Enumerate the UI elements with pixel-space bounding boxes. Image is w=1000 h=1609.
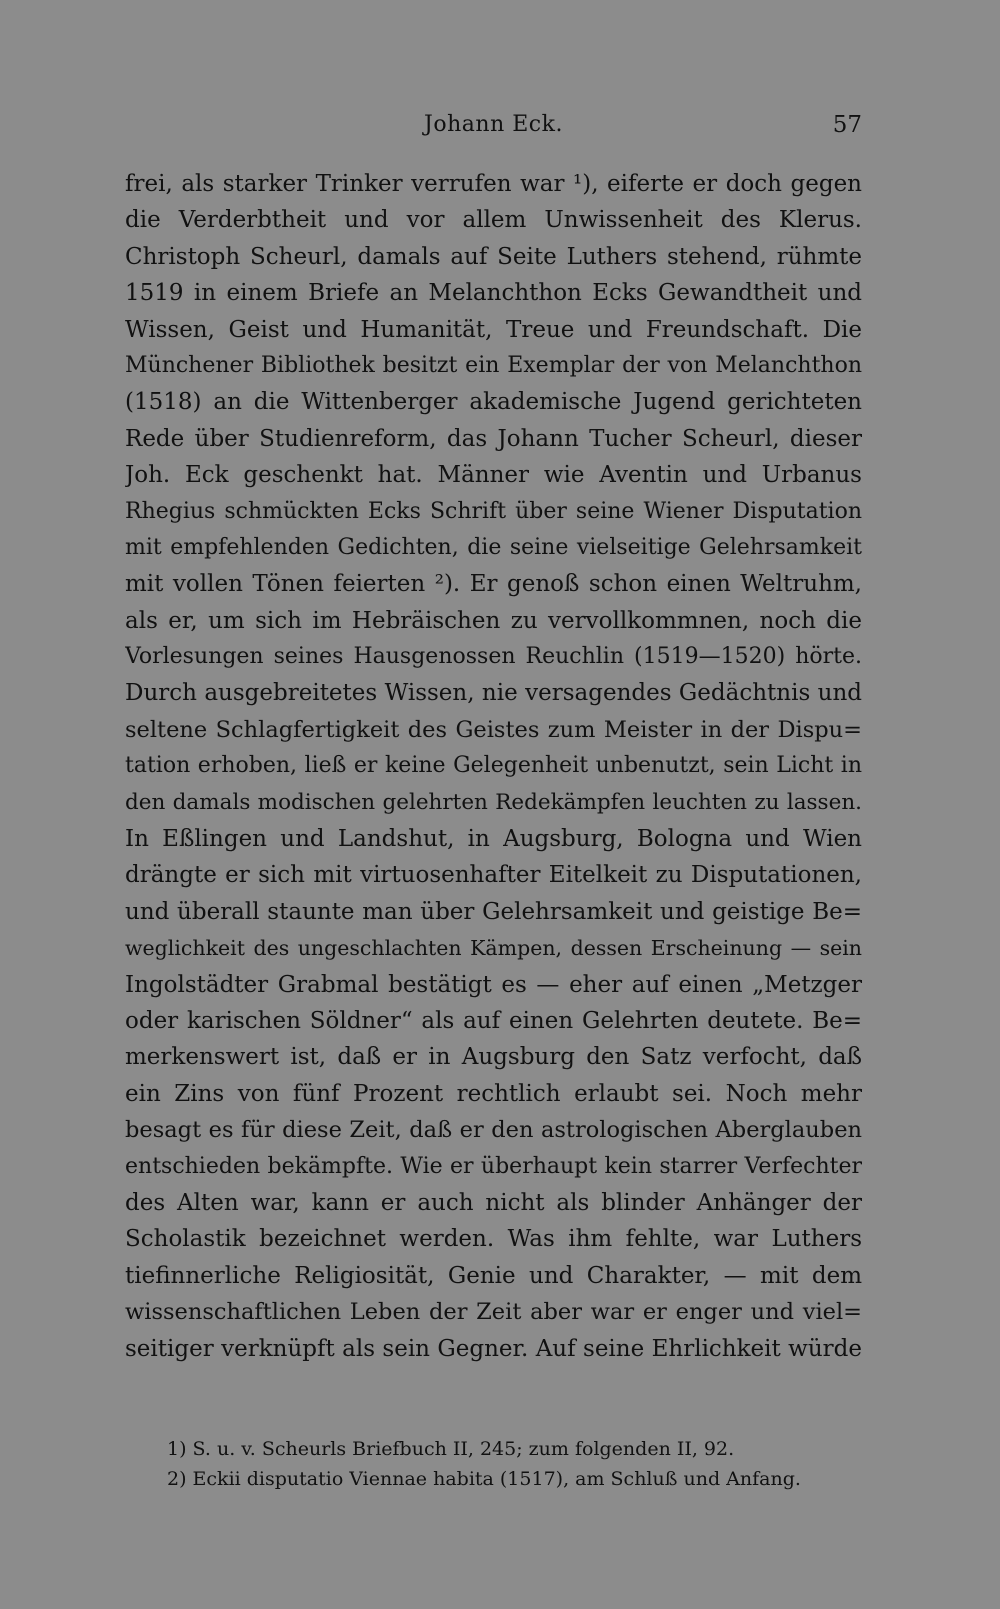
- text-line: die Verderbtheit und vor allem Unwissenheit des Klerus.: [125, 207, 862, 234]
- text-line: Christoph Scheurl, damals auf Seite Luthers stehend, rühmte: [125, 243, 862, 270]
- page-number: 57: [832, 112, 862, 138]
- text-line: seltene Schlagfertigkeit des Geistes zum Meister in der Dispu=: [125, 716, 862, 743]
- text-line: tation erhoben, ließ er keine Gelegenheit unbenutzt, sein Licht in: [125, 753, 862, 779]
- text-line: entschieden bekämpfte. Wie er überhaupt kein starrer Verfechter: [125, 1153, 862, 1179]
- text-line: wissenschaftlichen Leben der Zeit aber war er enger und viel=: [125, 1299, 862, 1326]
- text-line: frei, als starker Trinker verrufen war ¹), eiferte er doch gegen: [125, 171, 862, 197]
- body-text: [125, 166, 862, 1367]
- text-line: merkenswert ist, daß er in Augsburg den Satz verfocht, daß: [125, 1044, 862, 1071]
- text-line: Rede über Studienreform, das Johann Tucher Scheurl, dieser: [125, 425, 862, 452]
- text-line: tiefinnerliche Religiosität, Genie und Charakter, — mit dem: [125, 1262, 862, 1289]
- text-line: Durch ausgebreitetes Wissen, nie versagendes Gedächtnis und: [125, 680, 862, 707]
- text-line: In Eßlingen und Landshut, in Augsburg, Bologna und Wien: [125, 826, 862, 853]
- text-line: Joh. Eck geschenkt hat. Männer wie Aventin und Urbanus: [125, 462, 862, 489]
- text-line: Münchener Bibliothek besitzt ein Exemplar der von Melanchthon: [125, 352, 862, 378]
- text-line: Rhegius schmückten Ecks Schrift über seine Wiener Disputation: [125, 498, 862, 524]
- text-line: 1519 in einem Briefe an Melanchthon Ecks Gewandtheit und: [125, 280, 862, 307]
- text-line: und überall staunte man über Gelehrsamkeit und geistige Be=: [125, 898, 862, 925]
- text-line: mit empfehlenden Gedichten, die seine vielseitige Gelehrsamkeit: [125, 534, 862, 560]
- text-line: den damals modischen gelehrten Redekämpfen leuchten zu lassen.: [125, 789, 862, 815]
- page-header: [125, 112, 862, 142]
- text-line: des Alten war, kann er auch nicht als blinder Anhänger der: [125, 1189, 862, 1216]
- text-line: Ingolstädter Grabmal bestätigt es — eher auf einen „Metzger: [125, 971, 862, 998]
- text-line: (1518) an die Wittenberger akademische Jugend gerichteten: [125, 389, 862, 416]
- text-line: drängte er sich mit virtuosenhafter Eitelkeit zu Disputationen,: [125, 862, 862, 889]
- text-line: weglichkeit des ungeschlachten Kämpen, dessen Erscheinung — sein: [125, 936, 862, 961]
- text-line: besagt es für diese Zeit, daß er den astrologischen Aberglauben: [125, 1117, 862, 1144]
- running-title: Johann Eck.: [424, 112, 563, 137]
- footnotes: [125, 1434, 875, 1494]
- text-line: Vorlesungen seines Hausgenossen Reuchlin (1519—1520) hörte.: [125, 644, 862, 670]
- text-line: seitiger verknüpft als sein Gegner. Auf seine Ehrlichkeit würde: [125, 1335, 862, 1362]
- text-line: Wissen, Geist und Humanität, Treue und Freundschaft. Die: [125, 316, 862, 343]
- text-line: mit vollen Tönen feierten ²). Er genoß schon einen Weltruhm,: [125, 571, 862, 598]
- text-line: als er, um sich im Hebräischen zu vervollkommnen, noch die: [125, 607, 862, 634]
- footnote: 2) Eckii disputatio Viennae habita (1517), am Schluß und Anfang.: [167, 1468, 801, 1490]
- footnote: 1) S. u. v. Scheurls Briefbuch II, 245; zum folgenden II, 92.: [167, 1438, 735, 1460]
- text-line: Scholastik bezeichnet werden. Was ihm fehlte, war Luthers: [125, 1226, 862, 1253]
- text-line: ein Zins von fünf Prozent rechtlich erlaubt sei. Noch mehr: [125, 1080, 862, 1107]
- text-line: oder karischen Söldner“ als auf einen Gelehrten deutete. Be=: [125, 1007, 862, 1034]
